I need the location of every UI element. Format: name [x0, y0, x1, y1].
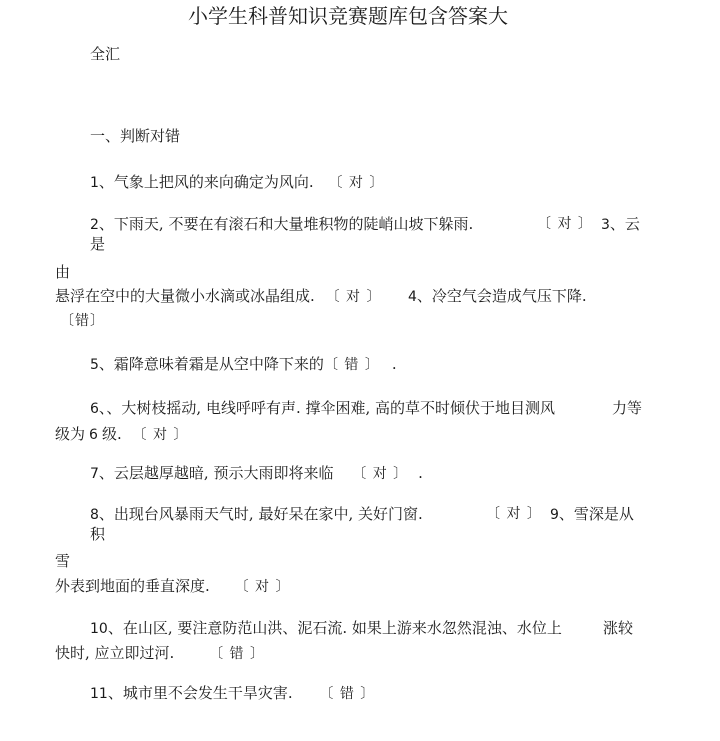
question-8 — [90, 504, 423, 525]
question-3-start — [601, 214, 640, 235]
answer-label: 〔 对 〕 — [486, 506, 542, 522]
answer-label: 〔 对 〕 — [132, 427, 189, 443]
question-3-continuation — [55, 286, 381, 307]
question-tail: . — [418, 464, 423, 482]
question-text: 级为 — [55, 425, 86, 443]
answer-label: 〔 错 〕 — [319, 686, 376, 702]
question-text-wrap: 由 — [55, 263, 71, 281]
question-1 — [90, 172, 384, 193]
question-number: 9 — [550, 507, 559, 523]
question-text: 、云 — [609, 215, 640, 233]
question-text: 、雪深是从 — [558, 505, 634, 523]
question-10 — [90, 618, 562, 639]
answer-label: 〔 对 〕 — [325, 289, 382, 305]
question-number: 8 — [90, 507, 99, 523]
question-7 — [90, 463, 423, 484]
answer-label: 〔 对 〕 — [537, 216, 593, 232]
question-text: 、云层越厚越暗, 预示大雨即将来临 — [98, 464, 334, 482]
answer-label: 〔错〕 — [60, 313, 105, 329]
question-number: 3 — [601, 217, 610, 233]
question-6 — [90, 398, 555, 419]
question-text: 、气象上把风的来向确定为风向. — [98, 173, 314, 191]
question-text: 、冷空气会造成气压下降. — [416, 287, 587, 305]
question-11 — [90, 683, 375, 704]
document-title-continuation: 全汇 — [90, 45, 121, 63]
question-text: 级. — [101, 425, 122, 443]
question-text-wrap: 力等 — [612, 399, 643, 417]
answer-label: 〔 对 〕 — [352, 466, 409, 482]
answer-label: 〔 错 〕 — [323, 357, 380, 373]
question-number: 7 — [90, 466, 99, 482]
question-2 — [90, 214, 473, 235]
answer-label: 〔 对 〕 — [328, 175, 385, 191]
question-text: 、出现台风暴雨天气时, 最好呆在家中, 关好门窗. — [98, 505, 423, 523]
question-tail: . — [391, 355, 397, 373]
question-text: 、霜降意味着霜是从空中降下来的 — [98, 355, 324, 373]
question-number: 10 — [90, 621, 108, 637]
answer-label: 〔 错 〕 — [209, 646, 265, 662]
question-text: 悬浮在空中的大量微小水滴或冰晶组成. — [55, 287, 315, 305]
question-text: 、、大树枝摇动, 电线呼呼有声. 撑伞困难, 高的草不时倾伏于地目测风 — [98, 399, 556, 417]
question-text: 、下雨天, 不要在有滚石和大量堆积物的陡峭山坡下躲雨. — [98, 215, 474, 233]
question-number: 4 — [408, 289, 417, 305]
question-text: 外表到地面的垂直深度. — [55, 577, 210, 595]
question-9-continuation — [55, 576, 290, 597]
question-text: 、在山区, 要注意防范山洪、泥石流. 如果上游来水忽然混浊、水位上 — [107, 619, 562, 637]
document-title: 小学生科普知识竞赛题库包含答案大 — [188, 4, 508, 28]
answer-label: 〔 对 〕 — [234, 579, 291, 595]
question-number: 1 — [90, 175, 99, 191]
question-5 — [90, 354, 397, 375]
question-6-continuation — [55, 424, 188, 445]
question-text-wrap: 是 — [90, 235, 106, 253]
question-number: 2 — [90, 217, 99, 233]
question-10-continuation — [55, 643, 265, 664]
question-text-wrap: 涨较 — [603, 619, 634, 637]
question-9-start — [550, 504, 634, 525]
question-number: 11 — [90, 686, 108, 702]
question-4 — [408, 286, 587, 307]
question-number: 5 — [90, 357, 99, 373]
question-text-wrap: 积 — [90, 525, 106, 543]
wind-level-number: 6 — [89, 427, 98, 443]
question-text: 快时, 应立即过河. — [55, 644, 175, 662]
question-text: 、城市里不会发生干旱灾害. — [107, 684, 293, 702]
section-heading: 一、判断对错 — [90, 127, 181, 145]
question-text-wrap: 雪 — [55, 552, 71, 570]
question-number: 6 — [90, 401, 99, 417]
